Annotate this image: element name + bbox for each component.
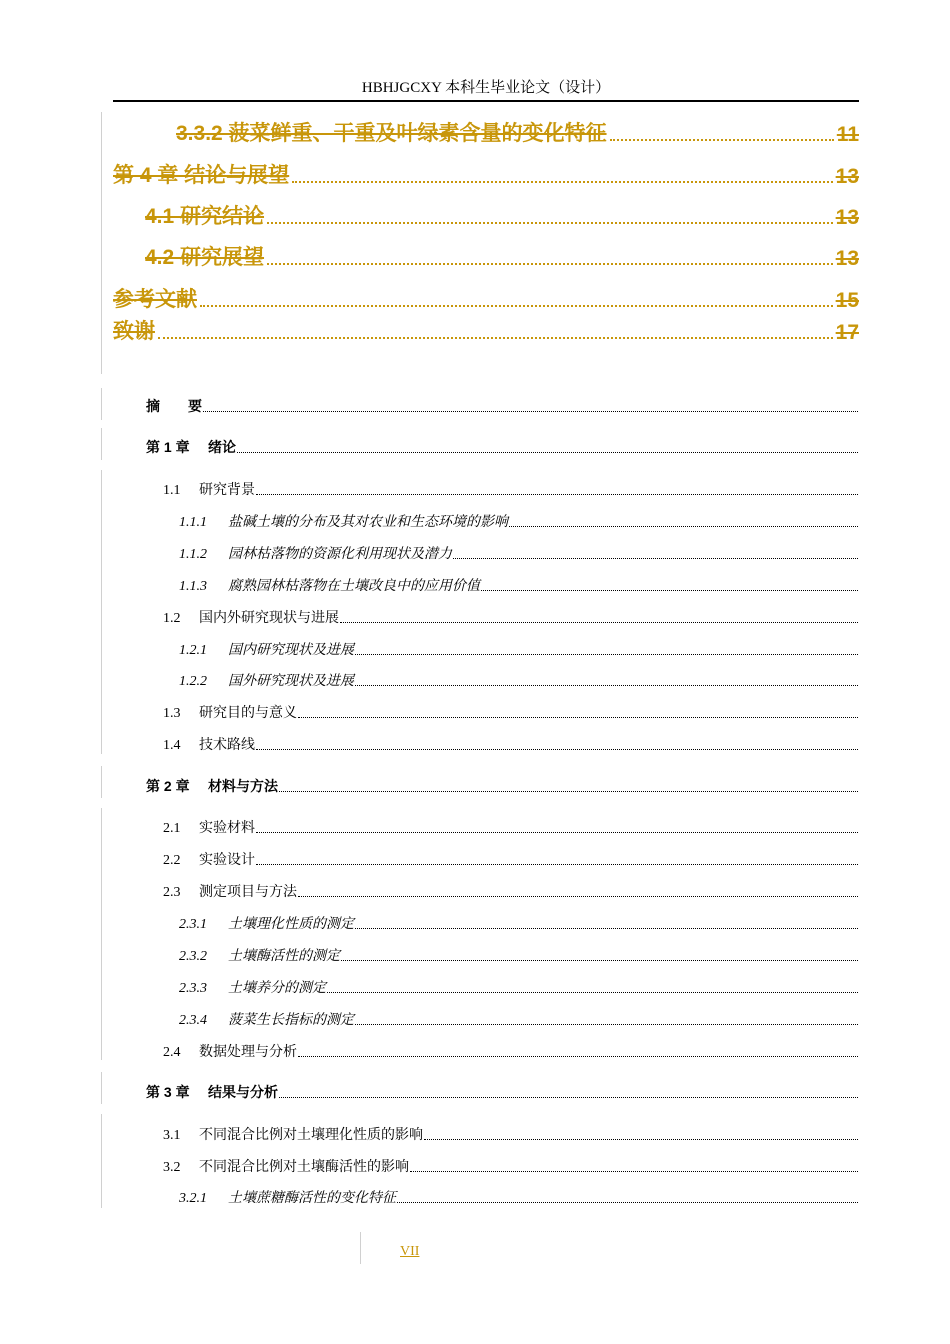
toc-number: 3.2.1 xyxy=(179,1191,207,1206)
toc-leader xyxy=(279,791,858,792)
toc-title: 材料与方法 xyxy=(208,778,278,794)
toc-title: 测定项目与方法 xyxy=(199,885,297,900)
toc-number: 1.2 xyxy=(163,611,181,626)
toc-number: 摘 要 xyxy=(146,398,202,414)
toc-leader xyxy=(327,992,858,993)
toc-leader xyxy=(397,1202,858,1203)
change-bar xyxy=(101,1114,102,1208)
toc-entry-chapter[interactable] xyxy=(146,437,859,457)
toc-entry-section[interactable] xyxy=(163,734,859,754)
toc-leader xyxy=(256,864,858,865)
toc-title: 不同混合比例对土壤理化性质的影响 xyxy=(199,1128,423,1143)
toc-number: 1.3 xyxy=(163,706,181,721)
toc-title: 研究目的与意义 xyxy=(199,706,297,721)
toc-leader xyxy=(256,832,858,833)
toc-number: 1.2.1 xyxy=(179,643,207,658)
toc-leader xyxy=(292,181,832,183)
toc-number: 2.3.4 xyxy=(179,1013,207,1028)
toc-leader xyxy=(267,263,833,265)
toc-number: 2.3.2 xyxy=(179,949,207,964)
toc-title: 土壤理化性质的测定 xyxy=(228,917,354,932)
toc-number: 3.2 xyxy=(163,1160,181,1175)
toc-number: 1.1.1 xyxy=(179,515,207,530)
toc-leader xyxy=(340,622,858,623)
toc-entry-subsection[interactable] xyxy=(179,543,859,563)
deleted-toc-label: 参考文献 xyxy=(113,288,197,311)
toc-leader xyxy=(355,1024,858,1025)
toc-number: 2.4 xyxy=(163,1045,181,1060)
toc-leader xyxy=(509,526,858,527)
toc-entry-section[interactable] xyxy=(163,817,859,837)
toc-number: 第 2 章 xyxy=(146,778,190,794)
toc-leader xyxy=(256,749,858,750)
deleted-toc-label: 致谢 xyxy=(113,320,155,343)
footer-change-bar xyxy=(360,1232,361,1264)
toc-title: 实验材料 xyxy=(199,821,255,836)
toc-entry-subsection[interactable] xyxy=(179,913,859,933)
toc-title: 不同混合比例对土壤酶活性的影响 xyxy=(199,1160,409,1175)
toc-title: 菠菜生长指标的测定 xyxy=(228,1013,354,1028)
toc-title: 土壤养分的测定 xyxy=(228,981,326,996)
deleted-toc-entry[interactable] xyxy=(113,315,859,345)
toc-title: 土壤酶活性的测定 xyxy=(228,949,340,964)
toc-entry-abstract[interactable] xyxy=(146,396,859,416)
deleted-toc-page: 11 xyxy=(836,123,859,146)
toc-leader xyxy=(298,896,858,897)
deleted-toc-entry[interactable] xyxy=(145,241,859,271)
toc-number: 2.3.1 xyxy=(179,917,207,932)
toc-entry-subsection[interactable] xyxy=(179,977,859,997)
toc-leader xyxy=(158,337,833,339)
toc-title: 实验设计 xyxy=(199,853,255,868)
toc-leader xyxy=(203,411,858,412)
toc-number: 3.1 xyxy=(163,1128,181,1143)
deleted-toc-entry[interactable] xyxy=(113,283,859,313)
deleted-toc-page: 15 xyxy=(835,289,859,312)
toc-title: 园林枯落物的资源化利用现状及潜力 xyxy=(228,547,452,562)
toc-leader xyxy=(267,222,833,224)
toc-number: 2.3.3 xyxy=(179,981,207,996)
toc-title: 国外研究现状及进展 xyxy=(228,674,354,689)
change-bar xyxy=(101,428,102,460)
toc-entry-section[interactable] xyxy=(163,702,859,722)
change-bar xyxy=(101,388,102,420)
toc-title: 盐碱土壤的分布及其对农业和生态环境的影响 xyxy=(228,515,508,530)
deleted-toc-label: 3.3.2 菠菜鲜重、干重及叶绿素含量的变化特征 xyxy=(176,122,607,145)
toc-title: 腐熟园林枯落物在土壤改良中的应用价值 xyxy=(228,579,480,594)
deleted-toc-label: 4.2 研究展望 xyxy=(145,246,265,269)
toc-leader xyxy=(355,685,858,686)
toc-entry-section[interactable] xyxy=(163,849,859,869)
change-bar xyxy=(101,112,102,374)
toc-leader xyxy=(355,928,858,929)
toc-title: 国内外研究现状与进展 xyxy=(199,611,339,626)
toc-number: 1.4 xyxy=(163,738,181,753)
toc-number: 第 3 章 xyxy=(146,1084,190,1100)
toc-entry-section[interactable] xyxy=(163,1041,859,1061)
toc-entry-section[interactable] xyxy=(163,881,859,901)
deleted-toc-page: 13 xyxy=(835,165,859,188)
toc-leader xyxy=(610,139,834,141)
toc-title: 研究背景 xyxy=(199,483,255,498)
toc-leader xyxy=(481,590,858,591)
toc-leader xyxy=(298,717,858,718)
deleted-toc-label: 第 4 章 结论与展望 xyxy=(113,164,290,187)
header-rule xyxy=(113,100,859,102)
toc-leader xyxy=(341,960,858,961)
page-number: VII xyxy=(400,1244,420,1259)
deleted-toc-entry[interactable] xyxy=(113,159,859,189)
deleted-toc-entry[interactable] xyxy=(176,117,859,147)
toc-leader xyxy=(424,1139,858,1140)
toc-leader xyxy=(410,1171,858,1172)
toc-entry-subsection[interactable] xyxy=(179,575,859,595)
toc-title: 数据处理与分析 xyxy=(199,1045,297,1060)
toc-leader xyxy=(256,494,858,495)
deleted-toc-page: 17 xyxy=(835,321,859,344)
change-bar xyxy=(101,470,102,754)
toc-title: 结果与分析 xyxy=(208,1084,278,1100)
toc-entry-section[interactable] xyxy=(163,479,859,499)
toc-entry-chapter[interactable] xyxy=(146,776,859,796)
toc-entry-subsection[interactable] xyxy=(179,511,859,531)
toc-leader xyxy=(200,305,833,307)
deleted-toc-page: 13 xyxy=(835,247,859,270)
toc-entry-chapter[interactable] xyxy=(146,1082,859,1102)
toc-number: 1.1 xyxy=(163,483,181,498)
deleted-toc-label: 4.1 研究结论 xyxy=(145,205,265,228)
toc-title: 国内研究现状及进展 xyxy=(228,643,354,658)
toc-entry-subsection[interactable] xyxy=(179,1009,859,1029)
toc-leader xyxy=(453,558,858,559)
toc-number: 1.1.2 xyxy=(179,547,207,562)
toc-leader xyxy=(298,1056,858,1057)
toc-leader xyxy=(279,1097,858,1098)
change-bar xyxy=(101,1072,102,1104)
toc-number: 2.3 xyxy=(163,885,181,900)
change-bar xyxy=(101,766,102,798)
toc-number: 2.2 xyxy=(163,853,181,868)
toc-entry-subsection[interactable] xyxy=(179,639,859,659)
page-header: HBHJGCXY 本科生毕业论文（设计） xyxy=(361,80,611,96)
toc-entry-subsection[interactable] xyxy=(179,670,859,690)
toc-number: 1.1.3 xyxy=(179,579,207,594)
toc-leader xyxy=(237,452,858,453)
toc-title: 技术路线 xyxy=(199,738,255,753)
toc-entry-section[interactable] xyxy=(163,1124,859,1144)
toc-entry-subsection[interactable] xyxy=(179,1187,859,1207)
toc-entry-subsection[interactable] xyxy=(179,945,859,965)
toc-entry-section[interactable] xyxy=(163,1156,859,1176)
toc-title: 土壤蔗糖酶活性的变化特征 xyxy=(228,1191,396,1206)
toc-entry-section[interactable] xyxy=(163,607,859,627)
change-bar xyxy=(101,808,102,1060)
toc-number: 2.1 xyxy=(163,821,181,836)
toc-title: 绪论 xyxy=(208,439,236,455)
deleted-toc-entry[interactable] xyxy=(145,200,859,230)
toc-leader xyxy=(355,654,858,655)
deleted-toc-page: 13 xyxy=(835,206,859,229)
toc-number: 1.2.2 xyxy=(179,674,207,689)
toc-number: 第 1 章 xyxy=(146,439,190,455)
